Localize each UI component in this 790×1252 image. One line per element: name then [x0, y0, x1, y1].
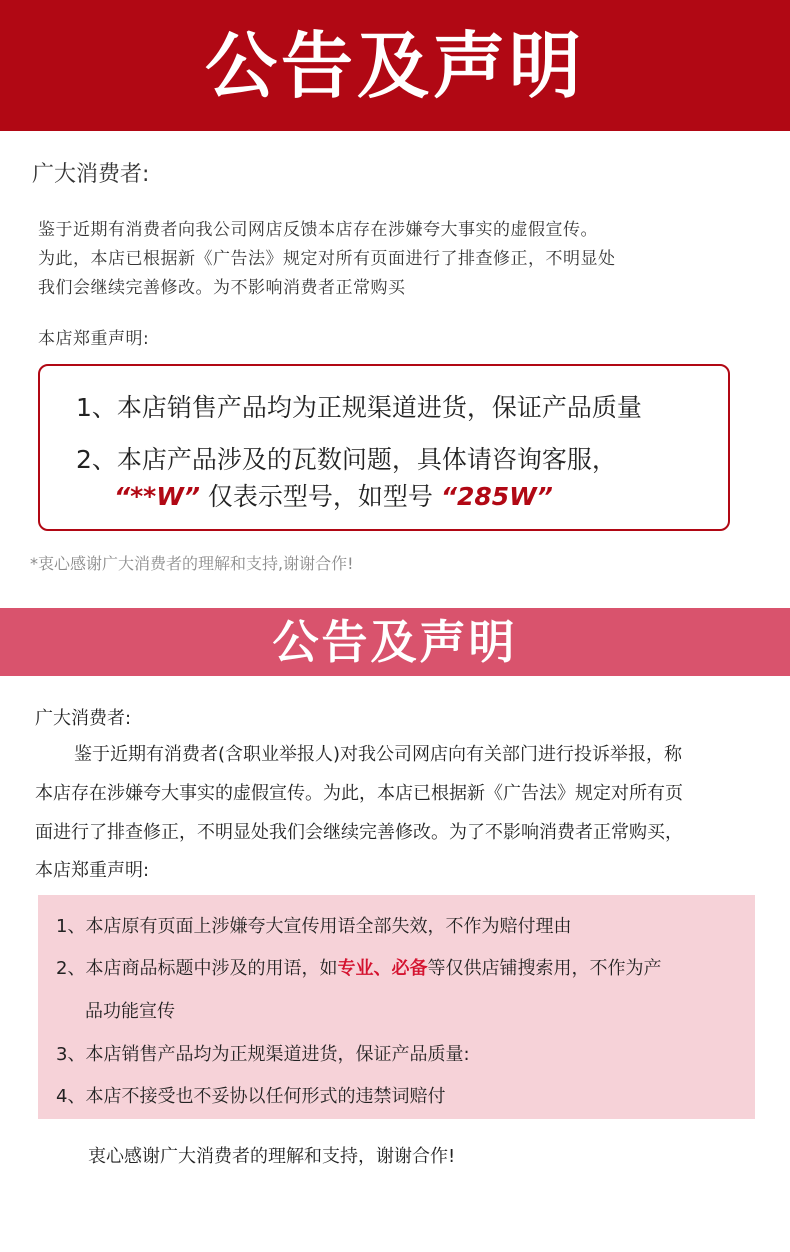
paragraph-line: 本店郑重声明: — [35, 860, 150, 881]
declaration-item: 3、本店销售产品均为正规渠道进货，保证产品质量: — [56, 1044, 470, 1065]
item-text: 等仅供店铺搜索用，不作为产 — [427, 958, 662, 979]
thanks-note: *衷心感谢广大消费者的理解和支持,谢谢合作! — [30, 554, 354, 573]
declaration-item: 4、本店不接受也不妥协以任何形式的违禁词赔付 — [56, 1086, 446, 1107]
declaration-label: 本店郑重声明: — [38, 329, 150, 349]
model-text: 仅表示型号，如型号 — [199, 482, 441, 511]
paragraph-line: 本店存在涉嫌夸大事实的虚假宣传。为此，本店已根据新《广告法》规定对所有页 — [35, 783, 683, 804]
paragraph-line: 鉴于近期有消费者向我公司网店反馈本店存在涉嫌夸大事实的虚假宣传。 — [38, 220, 598, 240]
declaration-box — [38, 895, 755, 1119]
header-banner-secondary — [0, 608, 790, 676]
thanks-note: 衷心感谢广大消费者的理解和支持，谢谢合作! — [88, 1146, 456, 1167]
declaration-item — [56, 954, 661, 980]
page-title: 公告及声明 — [204, 23, 585, 108]
model-placeholder: “**W” — [114, 482, 200, 511]
declaration-item-continued: 品功能宣传 — [85, 1001, 175, 1022]
paragraph-line: 为此，本店已根据新《广告法》规定对所有页面进行了排查修正，不明显处 — [38, 249, 616, 269]
paragraph-line: 面进行了排查修正，不明显处我们会继续完善修改。为了不影响消费者正常购买， — [35, 822, 683, 843]
greeting: 广大消费者: — [35, 708, 132, 729]
header-banner — [0, 0, 790, 131]
item-text: 2、本店商品标题中涉及的用语，如 — [56, 958, 338, 979]
paragraph-line: 鉴于近期有消费者(含职业举报人)对我公司网店向有关部门进行投诉举报，称 — [74, 744, 683, 765]
declaration-item: 1、本店原有页面上涉嫌夸大宣传用语全部失效，不作为赔付理由 — [56, 916, 572, 937]
declaration-item-continued — [114, 477, 553, 513]
declaration-item: 1、本店销售产品均为正规渠道进货，保证产品质量 — [76, 393, 642, 422]
declaration-box — [38, 364, 730, 531]
model-example: “285W” — [440, 482, 553, 511]
section-title: 公告及声明 — [272, 615, 518, 669]
greeting: 广大消费者: — [32, 162, 150, 187]
highlight-terms: 专业、必备 — [337, 958, 428, 979]
declaration-item: 2、本店产品涉及的瓦数问题，具体请咨询客服， — [76, 445, 617, 474]
paragraph-line: 我们会继续完善修改。为不影响消费者正常购买 — [38, 278, 406, 298]
